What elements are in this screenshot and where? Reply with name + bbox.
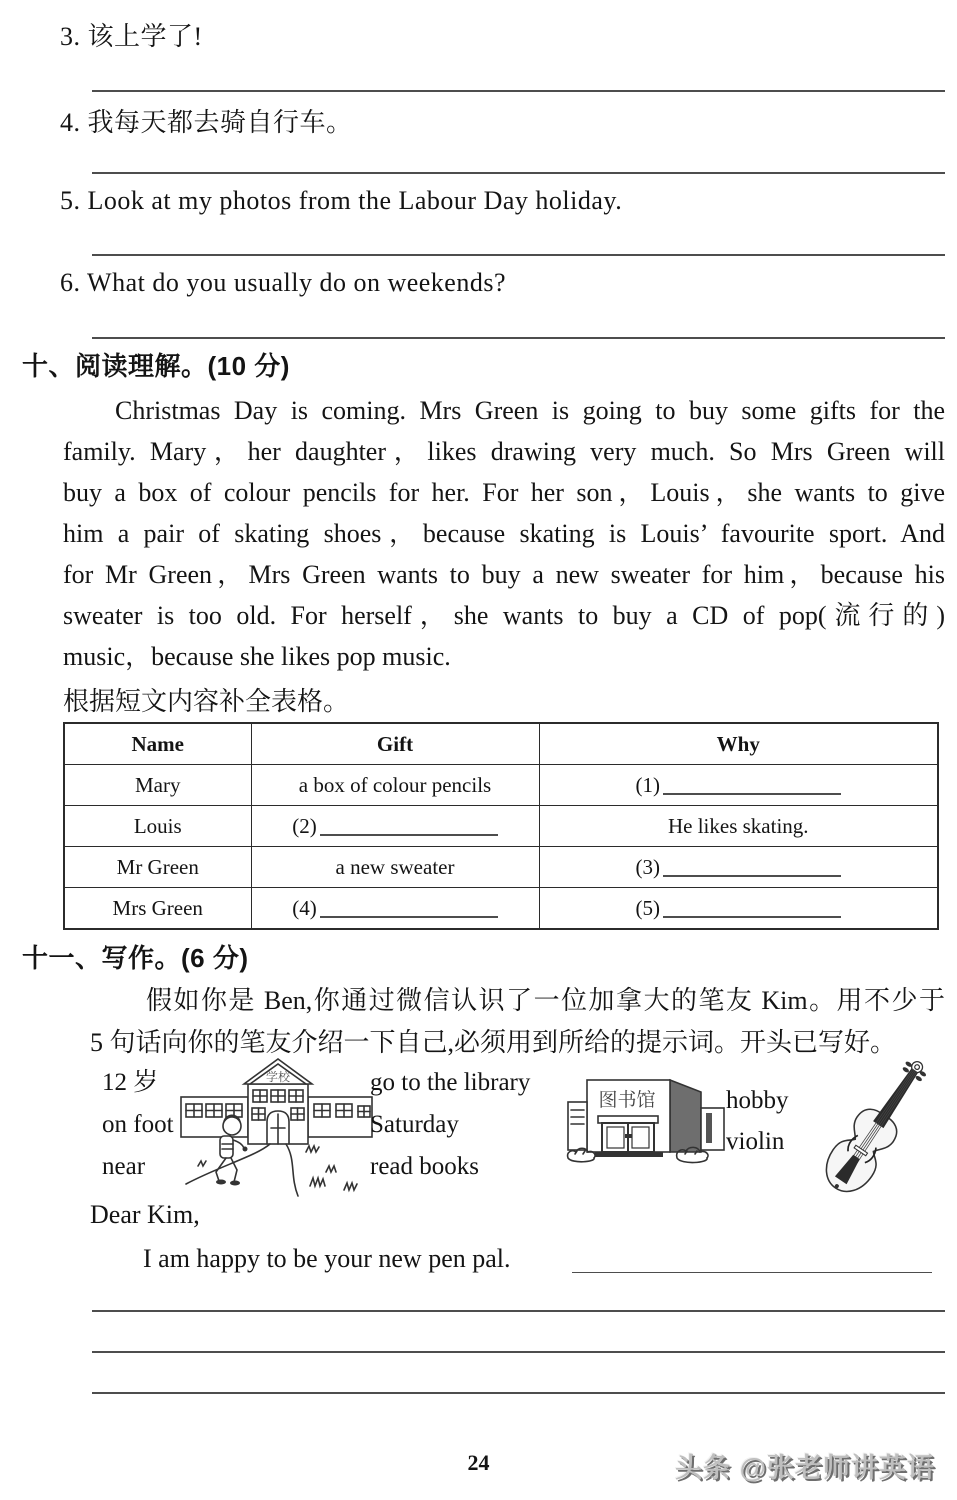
cell-mrgreen-why (539, 847, 938, 888)
watermark: 头条 @张老师讲英语 (675, 1453, 935, 1483)
keyword: violin (726, 1128, 785, 1155)
blank-label: (4) (292, 895, 317, 920)
passage-line: buy a box of colour pencils for her. For her son，Louis，she wants to give (63, 478, 945, 507)
answer-blank-4[interactable] (320, 910, 498, 918)
library-illustration (565, 1072, 730, 1175)
library-sign: 图书馆 (598, 1090, 656, 1111)
passage-line: sweater is too old. For herself，she wants to buy a CD of pop(流行的) (63, 601, 945, 630)
blank-label: (5) (635, 895, 660, 920)
blank-label: (2) (292, 813, 317, 838)
answer-line[interactable] (92, 254, 945, 256)
cell-louis-gift (251, 806, 539, 847)
keyword: near (102, 1153, 146, 1180)
section-11-heading: 十一、写作。(6 分) (22, 943, 249, 973)
cell-mrsgreen-name: Mrs Green (64, 888, 251, 930)
letter-opening: I am happy to be your new pen pal. (143, 1244, 511, 1273)
cell-mary-why (539, 765, 938, 806)
header-gift: Gift (251, 723, 539, 765)
keywords-left (102, 1062, 174, 1188)
keyword: hobby (726, 1087, 789, 1114)
blank-label: (3) (635, 854, 660, 879)
cell-mary-name: Mary (64, 765, 251, 806)
cell-louis-why: He likes skating. (539, 806, 938, 847)
keyword: read books (370, 1153, 479, 1180)
table-header-row (64, 723, 938, 765)
table-row (64, 847, 938, 888)
answer-line[interactable] (92, 1392, 945, 1394)
answer-line[interactable] (92, 1351, 945, 1353)
passage-line: him a pair of skating shoes，because skating is Louis’ favourite sport. And (63, 519, 945, 548)
passage-line: music，because she likes pop music. (63, 642, 451, 671)
translation-item-6: 6. What do you usually do on weekends? (60, 268, 506, 297)
keywords-middle (370, 1062, 530, 1188)
passage-line: family. Mary，her daughter，likes drawing very much. So Mrs Green will (63, 437, 945, 466)
translation-item-5: 5. Look at my photos from the Labour Day holiday. (60, 186, 623, 215)
cell-mrsgreen-why (539, 888, 938, 930)
keyword: 12 岁 (102, 1069, 159, 1096)
answer-blank-3[interactable] (663, 869, 841, 877)
keyword: go to the library (370, 1069, 531, 1096)
page-number: 24 (467, 1450, 490, 1475)
answer-line[interactable] (92, 172, 945, 174)
cell-mrgreen-gift: a new sweater (251, 847, 539, 888)
answer-line[interactable] (92, 90, 945, 92)
cell-louis-name: Louis (64, 806, 251, 847)
school-sign: 学校 (265, 1070, 291, 1084)
answer-blank-5[interactable] (663, 910, 841, 918)
cell-mary-gift: a box of colour pencils (251, 765, 539, 806)
keywords-right (726, 1080, 789, 1162)
translation-item-3: 3. 该上学了! (60, 22, 203, 51)
header-name: Name (64, 723, 251, 765)
table-instruction: 根据短文内容补全表格。 (63, 687, 350, 716)
violin-illustration (799, 1040, 951, 1218)
cell-mrsgreen-gift (251, 888, 539, 930)
table-row (64, 888, 938, 930)
section-10-heading: 十、阅读理解。(10 分) (22, 351, 290, 381)
reading-passage (63, 390, 945, 677)
cell-mrgreen-name: Mr Green (64, 847, 251, 888)
prompt-line: 假如你是 Ben,你通过微信认识了一位加拿大的笔友 Kim。用不少于 (146, 986, 945, 1015)
answer-blank-1[interactable] (663, 787, 841, 795)
answer-blank-2[interactable] (320, 828, 498, 836)
table-row (64, 806, 938, 847)
header-why: Why (539, 723, 938, 765)
passage-line: Christmas Day is coming. Mrs Green is going to buy some gifts for the (115, 396, 945, 425)
translation-item-4: 4. 我每天都去骑自行车。 (60, 108, 353, 137)
prompt-line: 5 句话向你的笔友介绍一下自己,必须用到所给的提示词。开头已写好。 (90, 1028, 897, 1057)
writing-prompt (90, 980, 945, 1064)
answer-line[interactable] (92, 337, 945, 339)
answer-line[interactable] (92, 1310, 945, 1312)
reading-table (63, 722, 939, 930)
keyword: on foot (102, 1111, 174, 1138)
keyword: Saturday (370, 1111, 459, 1138)
blank-label: (1) (635, 772, 660, 797)
table-row (64, 765, 938, 806)
letter-salutation: Dear Kim, (90, 1200, 200, 1229)
answer-line[interactable] (572, 1272, 932, 1273)
school-illustration (178, 1054, 378, 1209)
passage-line: for Mr Green，Mrs Green wants to buy a new sweater for him，because his (63, 560, 945, 589)
